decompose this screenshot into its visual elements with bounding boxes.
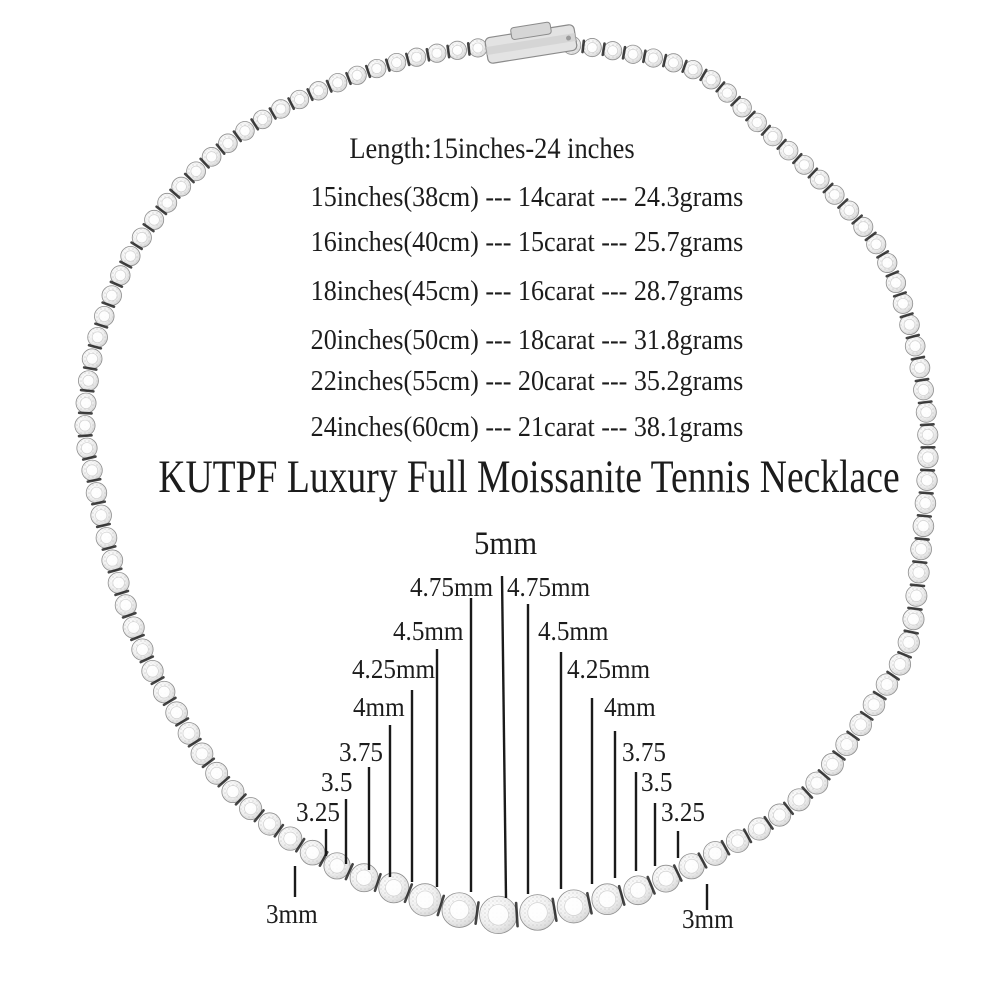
spec-row: 20inches(50cm) --- 18carat --- 31.8grams xyxy=(310,324,744,356)
size-label-3-5-right: 3.5 xyxy=(641,767,673,797)
spec-row: 15inches(38cm) --- 14carat --- 24.3grams xyxy=(310,181,744,213)
size-label-3-5-left: 3.5 xyxy=(321,767,353,797)
necklace-clasp xyxy=(484,18,578,64)
size-label-4-75-left: 4.75mm xyxy=(410,572,494,602)
spec-row: 22inches(55cm) --- 20carat --- 35.2grams xyxy=(310,365,744,397)
size-label-3-75-left: 3.75 xyxy=(339,737,383,767)
size-label-4-25-right: 4.25mm xyxy=(567,654,651,684)
spec-row: 16inches(40cm) --- 15carat --- 25.7grams xyxy=(310,226,744,258)
size-label-3mm-right: 3mm xyxy=(682,904,734,934)
size-label-3-75-right: 3.75 xyxy=(622,737,666,767)
size-label-4mm-left: 4mm xyxy=(353,692,405,722)
spec-row: 18inches(45cm) --- 16carat --- 28.7grams xyxy=(310,275,744,307)
spec-row: 24inches(60cm) --- 21carat --- 38.1grams xyxy=(310,411,744,443)
size-label-4-75-right: 4.75mm xyxy=(507,572,591,602)
size-label-4-5-right: 4.5mm xyxy=(538,616,609,646)
size-label-4mm-right: 4mm xyxy=(604,692,656,722)
length-range: Length:15inches-24 inches xyxy=(349,132,635,165)
size-label-4-25-left: 4.25mm xyxy=(352,654,436,684)
size-label-4-5-left: 4.5mm xyxy=(393,616,464,646)
product-title: KUTPF Luxury Full Moissanite Tennis Necklace xyxy=(158,451,900,503)
size-label-5mm-center: 5mm xyxy=(474,526,538,562)
size-label-3-25-right: 3.25 xyxy=(661,797,705,827)
size-label-3mm-left: 3mm xyxy=(266,899,318,929)
size-label-3-25-left: 3.25 xyxy=(296,797,340,827)
